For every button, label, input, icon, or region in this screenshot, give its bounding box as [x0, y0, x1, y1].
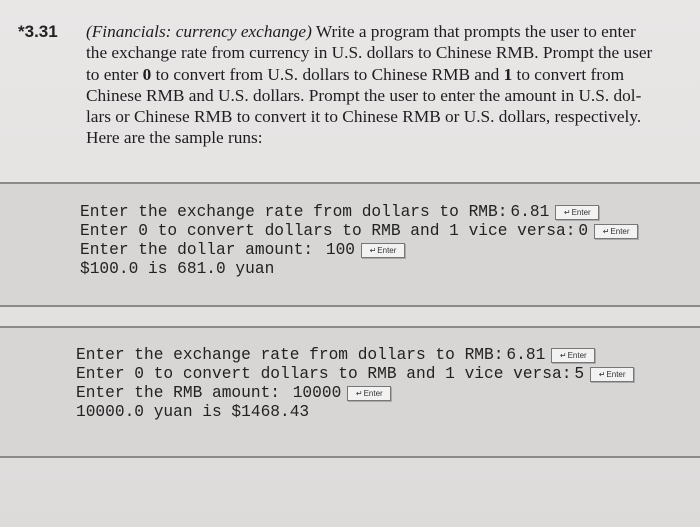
problem-lead: (Financials: currency exchange) [86, 22, 312, 41]
run-prompt: Enter 0 to convert dollars to RMB and 1 vice versa: [76, 365, 572, 383]
run-line [76, 365, 634, 384]
run-input: 0 [578, 222, 589, 240]
run-input: 6.81 [506, 346, 546, 364]
problem-line-3-e: to convert from [512, 64, 625, 84]
run-line [80, 203, 638, 222]
sample-run-1 [0, 182, 700, 307]
enter-key-icon: ↵ Enter [347, 386, 391, 401]
run-line [76, 384, 634, 403]
problem-line-6: Here are the sample runs: [86, 128, 263, 148]
enter-key-icon: ↵ Enter [590, 367, 634, 382]
problem-line-1-rest: Write a program that prompts the user to enter [311, 22, 636, 41]
run-input: 10000 [292, 384, 342, 402]
problem-bold-one: 1 [503, 64, 513, 84]
enter-key-icon: ↵ Enter [555, 205, 599, 220]
run-output: 10000.0 yuan is $1468.43 [76, 403, 310, 421]
problem-line-3-c: to convert from U.S. dollars to Chinese RMB and [151, 64, 504, 84]
run-input: 100 [325, 241, 356, 259]
run-prompt: Enter 0 to convert dollars to RMB and 1 vice versa: [80, 222, 576, 240]
problem-statement [86, 21, 690, 149]
enter-key-label: Enter [610, 227, 630, 236]
run-output: $100.0 is 681.0 yuan [80, 260, 275, 278]
enter-key-label: Enter [571, 208, 591, 217]
run-prompt: Enter the exchange rate from dollars to RMB: [80, 203, 508, 221]
run-input: 6.81 [510, 203, 550, 221]
problem-line-5: lars or Chinese RMB to convert it to Chinese RMB or U.S. dollars, respectively. [86, 107, 642, 127]
problem-line-3 [86, 64, 690, 85]
enter-key-icon: ↵ Enter [594, 224, 638, 239]
run-prompt: Enter the dollar amount: [80, 241, 323, 259]
enter-key-label: Enter [377, 246, 397, 255]
sample-run-2-lines [76, 346, 634, 422]
run-prompt: Enter the RMB amount: [76, 384, 290, 402]
problem-line-2: the exchange rate from currency in U.S. dollars to Chinese RMB. Prompt the user [86, 43, 653, 63]
exercise-number: *3.31 [18, 22, 58, 41]
run-line [80, 241, 638, 260]
run-line [80, 222, 638, 241]
problem-line-4: Chinese RMB and U.S. dollars. Prompt the user to enter the amount in U.S. dol- [86, 85, 642, 105]
enter-key-icon: ↵ Enter [361, 243, 405, 258]
problem-line-3-a: to enter [86, 64, 143, 84]
enter-key-label: Enter [363, 389, 383, 398]
problem-line-1 [86, 21, 690, 42]
enter-key-icon: ↵ Enter [551, 348, 595, 363]
run-input: 5 [574, 365, 585, 383]
enter-key-label: Enter [567, 351, 587, 360]
enter-key-label: Enter [606, 370, 626, 379]
run-prompt: Enter the exchange rate from dollars to RMB: [76, 346, 504, 364]
run-line [76, 346, 634, 365]
sample-run-1-lines [80, 203, 638, 279]
sample-run-2 [0, 326, 700, 458]
problem-bold-zero: 0 [142, 64, 152, 84]
